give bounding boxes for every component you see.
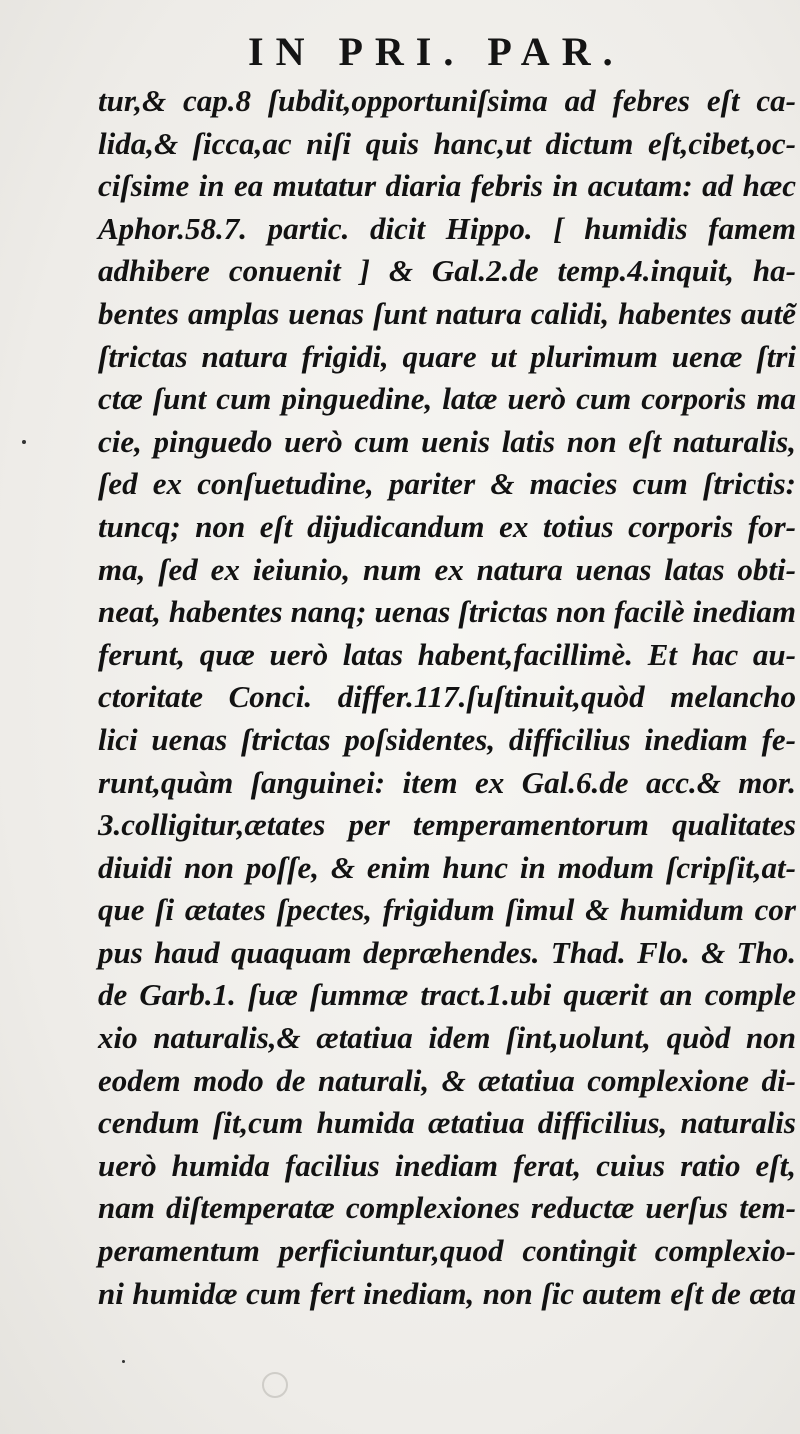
text-line: Aphor.58.7. partic. dicit Hippo. [ humidis famem [98,210,796,246]
text-line: bentes amplas uenas ſunt natura calidi, habentes autẽ [98,295,796,331]
text-line: neat, habentes nanq; uenas ſtrictas non facilè inediam [98,594,796,630]
text-line: eodem modo de naturali, & ætatiua complexione di- [98,1062,796,1098]
text-line: que ſi ætates ſpectes, frigidum ſimul & humidum cor [98,892,796,928]
ink-speck [22,440,26,444]
text-line: ſtrictas natura frigidi, quare ut plurimum uenæ ſtri [98,338,796,374]
text-line: ma, ſed ex ieiunio, num ex natura uenas latas obti- [98,551,796,587]
text-line: 3.colligitur,ætates per temperamentorum qualitates [98,807,796,843]
ink-speck [122,1360,125,1363]
text-line: ciſsime in ea mutatur diaria febris in acutam: ad hæc [98,168,796,204]
body-text [98,80,796,1315]
text-line: peramentum perficiuntur,quod contingit complexio- [98,1233,796,1269]
text-line: tuncq; non eſt dijudicandum ex totius corporis for- [98,508,796,544]
text-line: lida,& ſicca,ac niſi quis hanc,ut dictum eſt,cibet,oc- [98,125,796,161]
text-line: diuidi non poſſe, & enim hunc in modum ſcripſit,at- [98,849,796,885]
text-line: ferunt, quæ uerò latas habent,facillimè. Et hac au- [98,636,796,672]
bleed-through-mark [262,1372,288,1398]
running-header: IN PRI. PAR. [248,29,625,74]
text-line: lici uenas ſtrictas poſsidentes, difficilius inediam fe- [98,721,796,757]
text-line: ctoritate Conci. differ.117.ſuſtinuit,quòd melancho [98,679,796,715]
text-line: tur,& cap.8 ſubdit,opportuniſsima ad febres eſt ca- [98,83,796,118]
text-line: adhibere conuenit ] & Gal.2.de temp.4.inquit, ha- [98,253,796,289]
text-line: pus haud quaquam depræhendes. Thad. Flo. & Tho. [98,934,796,970]
text-line: runt,quàm ſanguinei: item ex Gal.6.de acc.& mor. [98,764,796,800]
text-line: cendum ſit,cum humida ætatiua difficilius, naturalis [98,1105,796,1141]
text-line: de Garb.1. ſuæ ſummæ tract.1.ubi quærit an comple [98,977,796,1013]
text-line: cie, pinguedo uerò cum uenis latis non eſt naturalis, [98,423,796,459]
text-line: xio naturalis,& ætatiua idem ſint,uolunt, quòd non [98,1020,796,1056]
text-line: nam diſtemperatæ complexiones reductæ uerſus tem- [98,1190,796,1226]
text-line: ctæ ſunt cum pinguedine, latæ uerò cum corporis ma [98,381,796,417]
text-line: ni humidæ cum fert inediam, non ſic autem eſt de æta [98,1275,796,1311]
text-line: ſed ex conſuetudine, pariter & macies cum ſtrictis: [98,466,796,502]
text-line: uerò humida facilius inediam ferat, cuius ratio eſt, [98,1147,796,1183]
